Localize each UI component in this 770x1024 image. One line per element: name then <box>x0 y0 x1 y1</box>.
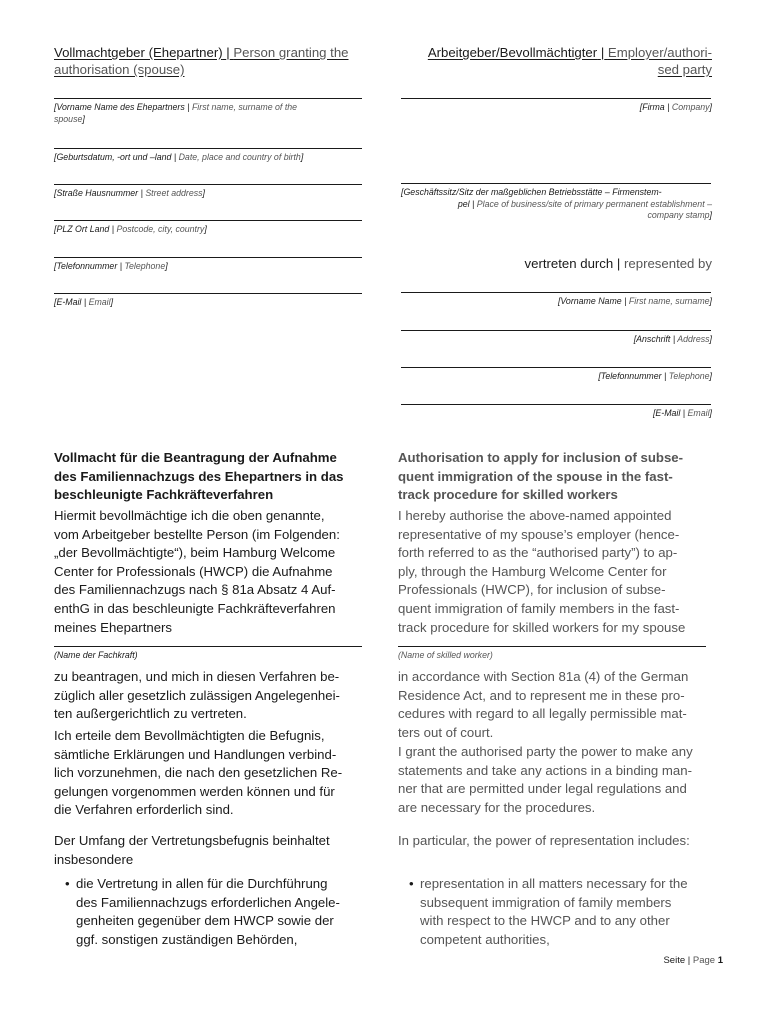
label-en: Date, place and country of birth <box>178 152 301 162</box>
text-line: gelungen vorgenommen werden können und für <box>54 783 335 799</box>
text-line: are necessary for the procedures. <box>398 799 596 815</box>
text-line: des Familiennachzugs erforderlichen Angele- <box>76 894 340 910</box>
field-line[interactable] <box>401 404 711 405</box>
field-line[interactable] <box>401 330 711 331</box>
text-line: vom Arbeitgeber bestellte Person (im Folgenden: <box>54 526 340 542</box>
label-de: E-Mail <box>655 408 681 418</box>
intro-en <box>398 507 718 637</box>
text-line: cedures with regard to all legally permissible mat- <box>398 706 687 722</box>
text-line: „der Bevollmächtigte“), beim Hamburg Welcome <box>54 545 336 561</box>
text-line: representative of my spouse’s employer (hence- <box>398 526 680 542</box>
employer-heading-de: Arbeitgeber/Bevollmächtigter <box>427 45 598 60</box>
label-de: Vorname Name <box>560 296 622 306</box>
field-label-company: [Firma | Company] <box>639 102 712 112</box>
bullet-item-de <box>65 875 366 949</box>
bullet-icon: • <box>65 876 70 891</box>
text-line: Hiermit bevollmächtige ich die oben genannte, <box>54 508 325 523</box>
field-label-postcode: [PLZ Ort Land | Postcode, city, country] <box>54 224 207 234</box>
field-line[interactable] <box>54 220 362 221</box>
skilled-worker-line[interactable] <box>398 646 706 647</box>
text-line: in accordance with Section 81a (4) of the German <box>398 669 689 684</box>
label-de: E-Mail <box>56 297 82 307</box>
text-line: ner that are permitted under legal regulations and <box>398 781 687 797</box>
title-line: des Familiennachzugs des Ehepartners in das <box>54 468 344 484</box>
field-label-rep-name: [Vorname Name | First name, surname] <box>557 296 712 306</box>
para2-de <box>54 668 364 724</box>
text-line: subsequent immigration of family members <box>420 894 672 910</box>
separator: | <box>682 408 686 418</box>
separator: | <box>672 334 676 344</box>
label-en-2: company stamp <box>647 210 710 220</box>
label-de: Vorname Name des Ehepartners <box>56 102 185 112</box>
separator: | <box>616 256 621 271</box>
text-line: meines Ehepartners <box>54 619 173 635</box>
intro-de <box>54 507 374 637</box>
separator: | <box>472 198 475 209</box>
field-line[interactable] <box>401 367 711 368</box>
spouse-heading <box>54 44 374 78</box>
skilled-worker-label-en: (Name of skilled worker) <box>398 650 493 660</box>
separator: | <box>83 297 87 307</box>
text-line: enthG in das beschleunigte Fachkräfteverfahren <box>54 600 336 616</box>
label-en: Email <box>687 408 710 418</box>
field-line[interactable] <box>401 292 711 293</box>
text-line: I grant the authorised party the power to make any <box>398 744 693 759</box>
text-line: Der Umfang der Vertretungsbefugnis beinhaltet <box>54 833 330 848</box>
label-en: Telephone <box>124 261 166 271</box>
text-line: züglich aller gesetzlich zulässigen Angelegenhei- <box>54 687 340 703</box>
separator: | <box>140 188 143 198</box>
label-en: First name, surname <box>628 296 710 306</box>
text-line: ggf. sonstigen zuständigen Behörden, <box>76 931 298 947</box>
text-line: competent authorities, <box>420 931 550 947</box>
text-line: representation in all matters necessary for the <box>420 876 688 891</box>
field-label-business-site: [Geschäftssitz/Sitz der maßgeblichen Betriebsstätte – Firmenstem- pel | Place of business/site of primary permanent establishment – company stamp] <box>401 187 712 220</box>
separator: | <box>226 45 230 60</box>
text-line: Center for Professionals (HWCP) die Aufnahme <box>54 563 333 579</box>
label-en: Company <box>671 102 710 112</box>
label-de: Straße Hausnummer <box>56 188 139 198</box>
separator: | <box>624 296 627 306</box>
text-line: des Familiennachzugs nach § 81a Absatz 4 Auf- <box>54 582 336 598</box>
text-line: In particular, the power of representation includes: <box>398 833 690 848</box>
bullet-item-en <box>409 875 712 949</box>
text-line: Ich erteile dem Bevollmächtigten die Befugnis, <box>54 728 325 743</box>
text-line: ply, through the Hamburg Welcome Center for <box>398 563 667 579</box>
label-en: Email <box>88 297 111 307</box>
label-de: Telefonnummer <box>56 261 118 271</box>
represented-by-heading <box>395 255 712 272</box>
field-label-rep-telephone: [Telefonnummer | Telephone] <box>598 371 712 381</box>
skilled-worker-label-de: (Name der Fachkraft) <box>54 650 138 660</box>
title-line: track procedure for skilled workers <box>398 487 618 502</box>
page-label-en: Page <box>692 955 716 966</box>
field-label-telephone: [Telefonnummer | Telephone] <box>54 261 168 271</box>
field-line[interactable] <box>54 184 362 185</box>
separator: | <box>687 955 691 966</box>
text-line: die Vertretung in allen für die Durchführung <box>76 876 328 891</box>
employer-heading-en-2: sed party <box>657 62 712 77</box>
separator: | <box>600 45 605 60</box>
text-line: insbesondere <box>54 851 134 867</box>
represented-by-de: vertreten durch <box>524 256 614 271</box>
employer-heading-en-1: Employer/authori- <box>607 45 712 60</box>
text-line: Professionals (HWCP), for inclusion of subse- <box>398 582 666 598</box>
para2-en <box>398 668 718 742</box>
text-line: ters out of court. <box>398 724 494 740</box>
text-line: statements and take any actions in a binding man- <box>398 762 692 778</box>
bullet-icon: • <box>409 876 414 891</box>
text-line: with respect to the HWCP and to any other <box>420 913 670 929</box>
para4-en <box>398 832 718 851</box>
skilled-worker-line[interactable] <box>54 646 362 647</box>
field-line[interactable] <box>54 148 362 149</box>
field-line[interactable] <box>54 98 362 99</box>
title-line: quent immigration of the spouse in the fast- <box>398 468 673 484</box>
text-line: Residence Act, and to represent me in these pro- <box>398 687 685 703</box>
label-en: Place of business/site of primary permanent establishment – <box>476 198 712 209</box>
separator: | <box>111 224 115 234</box>
page-number <box>560 955 723 967</box>
label-de: PLZ Ort Land <box>56 224 110 234</box>
label-en: Postcode, city, country <box>116 224 205 234</box>
label-en: Street address <box>145 188 203 198</box>
title-de <box>54 449 374 505</box>
field-line[interactable] <box>54 257 362 258</box>
field-label-email: [E-Mail | Email] <box>54 297 114 307</box>
label-de: Geschäftssitz/Sitz der maßgeblichen Betriebsstätte – Firmenstem- <box>403 187 662 197</box>
text-line: genheiten gegenüber dem HWCP sowie der <box>76 913 334 929</box>
label-en-2: spouse <box>54 113 83 124</box>
para3-en <box>398 743 718 817</box>
separator: | <box>119 261 122 271</box>
title-line: beschleunigte Fachkräfteverfahren <box>54 487 274 502</box>
label-en: Address <box>677 334 710 344</box>
represented-by-en: represented by <box>624 256 712 271</box>
field-line[interactable] <box>401 98 711 99</box>
spouse-heading-de: Vollmachtgeber (Ehepartner) <box>54 45 223 60</box>
field-label-rep-address: [Anschrift | Address] <box>633 334 712 344</box>
field-line[interactable] <box>54 293 362 294</box>
page-label-de: Seite <box>663 955 686 966</box>
spouse-heading-en: Person granting the authorisation (spouse) <box>54 45 349 77</box>
text-line: I hereby authorise the above-named appointed <box>398 508 672 523</box>
title-en <box>398 449 718 505</box>
text-line: ten außergerichtlich zu vertreten. <box>54 706 247 722</box>
label-de: Geburtsdatum, -ort und –land <box>56 152 172 162</box>
label-de: Anschrift <box>636 334 671 344</box>
separator: | <box>173 152 177 162</box>
text-line: sämtliche Erklärungen und Handlungen verbind- <box>54 746 337 762</box>
separator: | <box>664 371 667 381</box>
text-line: die Verfahren erforderlich sind. <box>54 802 234 818</box>
label-en: Telephone <box>668 371 710 381</box>
separator: | <box>187 102 190 112</box>
para4-de <box>54 832 364 869</box>
field-label-rep-email: [E-Mail | Email] <box>652 408 712 418</box>
text-line: zu beantragen, und mich in diesen Verfahren be- <box>54 669 340 684</box>
employer-heading <box>395 44 712 78</box>
label-de-2: pel <box>457 198 470 209</box>
text-line: lich vorzunehmen, die nach den gesetzlichen Re- <box>54 765 343 781</box>
separator: | <box>667 102 670 112</box>
field-line[interactable] <box>401 183 711 184</box>
label-de: Firma <box>642 102 665 112</box>
field-label-birth: [Geburtsdatum, -ort und –land | Date, place and country of birth] <box>54 152 304 162</box>
text-line: quent immigration of family members in the fast- <box>398 600 680 616</box>
page-number-value: 1 <box>717 955 723 966</box>
label-en: First name, surname of the <box>191 102 298 112</box>
field-label-street: [Straße Hausnummer | Street address] <box>54 188 205 198</box>
title-line: Vollmacht für die Beantragung der Aufnahme <box>54 450 337 465</box>
para3-de <box>54 727 364 820</box>
text-line: track procedure for skilled workers for my spouse <box>398 619 686 635</box>
text-line: forth referred to as the “authorised party”) to ap- <box>398 545 678 561</box>
title-line: Authorisation to apply for inclusion of subse- <box>398 450 683 465</box>
field-label-spouse-name: [Vorname Name des Ehepartners | First name, surname of the spouse] <box>54 102 298 124</box>
label-de: Telefonnummer <box>600 371 662 381</box>
